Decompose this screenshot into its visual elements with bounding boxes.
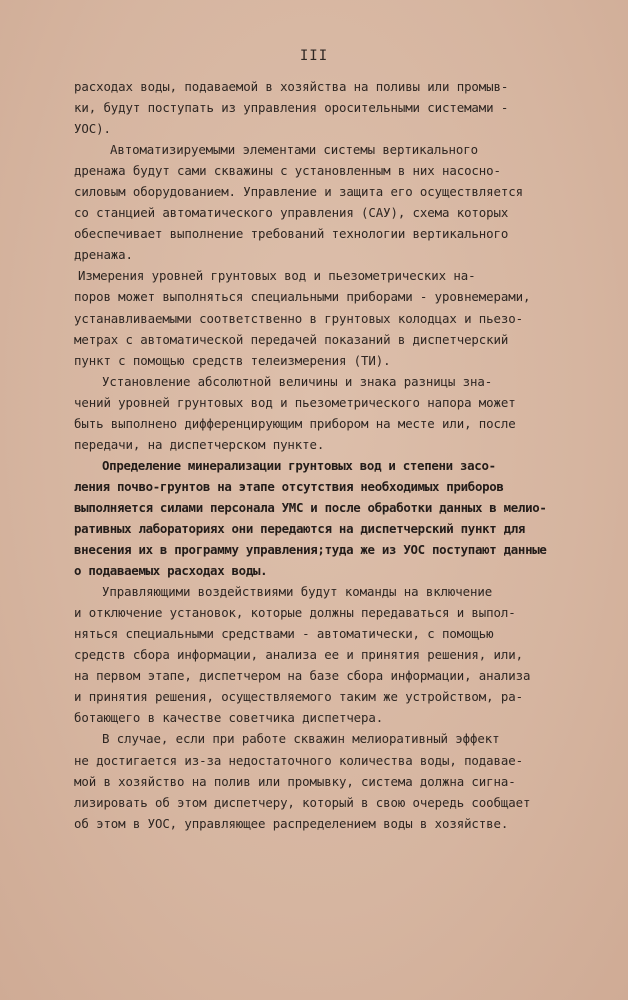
- text-line: Автоматизируемыми элементами системы вертикального: [110, 142, 478, 158]
- text-line: Определение минерализации грунтовых вод и степени засо-: [102, 457, 496, 473]
- text-line: В случае, если при работе скважин мелиоративный эффект: [102, 731, 500, 747]
- text-line: ления почво-грунтов на этапе отсутствия необходимых приборов: [74, 478, 504, 494]
- text-line: метрах с автоматической передачей показаний в диспетчерский: [74, 331, 509, 347]
- text-line: о подаваемых расходах воды.: [74, 563, 268, 579]
- text-line: Управляющими воздействиями будут команды на включение: [102, 584, 493, 600]
- text-line: устанавливаемыми соответственно в грунтовых колодцах и пьезо-: [74, 310, 523, 326]
- text-line: поров может выполняться специальными приборами - уровнемерами,: [74, 289, 531, 305]
- text-line: УОС).: [74, 121, 111, 137]
- text-line: на первом этапе, диспетчером на базе сбора информации, анализа: [74, 668, 531, 684]
- page-number: III: [299, 48, 329, 64]
- text-line: и отключение установок, которые должны передаваться и выпол-: [74, 605, 516, 621]
- text-line: передачи, на диспетчерском пункте.: [74, 436, 325, 452]
- text-line: дренажа.: [74, 247, 133, 263]
- text-line: пункт с помощью средств телеизмерения (ТИ).: [74, 352, 391, 368]
- text-line: средств сбора информации, анализа ее и принятия решения, или,: [74, 647, 523, 663]
- text-line: внесения их в программу управления;туда же из УОС поступают данные: [74, 542, 547, 558]
- body-text: [74, 76, 574, 834]
- text-line: ботающего в качестве советчика диспетчера.: [74, 710, 384, 726]
- text-line: Установление абсолютной величины и знака разницы зна-: [102, 373, 493, 389]
- text-line: обеспечивает выполнение требований технологии вертикального: [74, 226, 509, 242]
- text-line: няться специальными средствами - автоматически, с помощью: [74, 626, 494, 642]
- text-line: лизировать об этом диспетчеру, который в свою очередь сообщает: [74, 794, 531, 810]
- text-line: об этом в УОС, управляющее распределением воды в хозяйстве.: [74, 815, 509, 831]
- text-line: выполняется силами персонала УМС и после обработки данных в мелио-: [74, 499, 547, 515]
- text-line: ративных лабораториях они передаются на диспетчерский пункт для: [74, 520, 526, 536]
- text-line: чений уровней грунтовых вод и пьезометрического напора может: [74, 394, 516, 410]
- text-line: со станцией автоматического управления (САУ), схема которых: [74, 205, 509, 221]
- text-line: дренажа будут сами скважины с установленным в них насосно-: [74, 163, 501, 179]
- text-line: ки, будут поступать из управления оросительными системами -: [74, 100, 509, 116]
- text-line: силовым оборудованием. Управление и защита его осуществляется: [74, 184, 523, 200]
- text-line: не достигается из-за недостаточного количества воды, подавае-: [74, 752, 523, 768]
- text-line: и принятия решения, осуществляемого таким же устройством, ра-: [74, 689, 523, 705]
- text-line: мой в хозяйство на полив или промывку, система должна сигна-: [74, 773, 516, 789]
- text-line: Измерения уровней грунтовых вод и пьезометрических на-: [78, 268, 476, 284]
- text-line: расходах воды, подаваемой в хозяйства на поливы или промыв-: [74, 79, 509, 94]
- text-line: быть выполнено дифференцирующим прибором на месте или, после: [74, 415, 516, 431]
